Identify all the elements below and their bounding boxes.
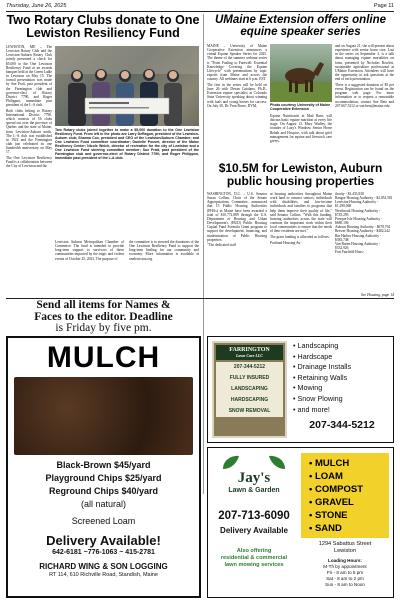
mulch-company: RICHARD WING & SON LOGGING [39,562,168,572]
jays-also-line: Also offering [236,548,272,554]
rotary-photo-caption: Two Rotary clubs joined together to make a $5,000 donation to the One Lewiston Resiliency Fund. From left in the photo are Larry DeRagon, president of the Lewiston-Auburn club; Shanna Cox, president and CEO of the Lewiston/Auburn Chamber; and One Lewiston Fund committee coordinator; Danielle Pouvet, director of the Maine Resiliency Center; Nicole Welch, director of recreation for the city of Lewiston and a One Lewiston Fund steering committee member; Sue Pratt, past president of the Farmington club and governor-elect of Rotary District 7790; and Roger Philippon, immediate past president of the L-A club. [55,128,199,160]
bullet-icon: • [293,393,298,403]
deadline-notice [6,300,201,334]
mulch-ad [6,336,201,598]
jays-hours-line: Sun - 8 am to Noon [325,582,365,587]
housing-paragraph: WASHINGTON, D.C. – U.S. Senator Susan Collins, Chair of the Senate Appropriations Committee, announced that 15 Public Housing Authorities (PHAs) in Maine have been awarded a total of $10,772,889 through the U.S. Department of Housing and Urban Development's (HUD) Public Housing Capital Fund Formula Grant program to support the development, financing, and modernization of Public Housing properties. [207,192,267,242]
umaine-column-1 [207,44,267,124]
bullet-icon: • [309,484,315,495]
service-label: Landscaping [297,341,339,350]
horse-figure [270,44,332,102]
umaine-headline: UMaine Extension offers online equine speaker series [214,14,387,39]
page-number: Page 11 [373,3,394,9]
housing-paragraph: Portland Housing Au- [270,240,302,245]
jays-hours-line: Fri - 8 am to 5 pm [326,570,364,575]
jays-phone: 207-713-6090 [218,510,290,522]
service-item [293,373,391,384]
deadline-line-3: is Friday by five pm. [55,322,152,334]
service-label: Retaining Walls [297,372,348,382]
jays-address-line: 1294 Sabattus Street [318,541,372,547]
allocation-item: Bar Harbor Housing Authority - $383,748 [335,233,382,242]
rotary-column-3: the committee is to steward the donations of the One Lewiston Resiliency Fund to support the long-term healing for our community and economy. More information is available at onelewiston.org. [129,240,199,261]
mulch-note: (all natural) [80,498,127,509]
mulch-ad-title: MULCH [46,341,161,374]
bullet-icon: • [293,372,298,382]
sign-line: 207-344-5212 [233,364,266,370]
product-label: COMPOST [314,484,363,495]
service-label: and more! [297,404,330,414]
sign-brand [216,345,283,360]
sign-body [216,362,283,417]
service-item [293,362,391,373]
sign-line: SNOW REMOVAL [228,408,271,414]
jays-also-line: residential & commercial [220,555,288,561]
service-label: Drainage Installs [297,362,352,372]
allocation-item: Brewer Housing Authority - $482,242 [335,229,390,234]
allocation-item: thority - $3,433,938 [335,192,364,196]
issue-date: Thursday, June 26, 2025 [6,3,67,9]
allocation-item: Lewiston Housing Authority - $1,298,068 [335,200,379,209]
housing-column-1 [207,192,267,298]
product-item [309,483,381,496]
umaine-photo-credit: Photo courtesy University of Maine Cooperative Extension [270,103,331,112]
umaine-column-3 [335,44,394,160]
bullet-icon: • [293,404,298,414]
bullet-icon: • [309,523,315,534]
bullet-icon: • [309,471,315,482]
jays-hours-line: Sat - 8 am to 2 pm [326,576,364,581]
mulch-photo [14,377,193,455]
service-item [293,341,391,352]
product-item [309,470,381,483]
bullet-icon: • [309,497,315,508]
allocation-item: Auburn Housing Authority - $678,764 [335,225,391,230]
rotary-headline: Two Rotary Clubs donate to One Lewiston Resiliency Fund [6,13,200,41]
rotary-paragraph: Both clubs belong to Rotary International District 7790, which consists of 56 clubs spread out over the province of Quebec and the state of Maine, from Lewiston-Auburn north. The L-A club was established in 1922 and the Farmington club just celebrated its one hundredth anniversary on May 17. [6,108,52,155]
allocation-item: Fort Fairfield Hous- [335,250,364,255]
sign-line: FARRINGTON [229,347,270,353]
jays-hours-title: Loading Hours: [328,558,362,563]
product-label: MULCH [314,458,350,469]
housing-column-3 [335,192,394,292]
jays-hours-line: M-Th by appointment [323,564,367,569]
jays-product-box [301,453,389,538]
umaine-horse-photo [270,44,332,102]
bullet-icon: • [309,510,315,521]
service-label: Hardscape [297,351,333,361]
umaine-paragraph: The first in the series will be held on June 26 with Devan Catalano, Ph.D., Extension equine specialist at Colorado State University speaking about winning with foals and young horses for success. On July 30, Dr. Fran Rowe, DVM, [207,82,267,108]
deadline-line-1: Send all items for Names & [36,299,171,311]
deadline-line-2: Faces to the editor. Deadline [34,310,173,323]
housing-column-2 [270,192,332,298]
product-item [309,496,381,509]
service-item [293,405,391,416]
rotary-column-2: Lewiston Auburn Metropolitan Chamber of Commerce. The fund is intended to provide long-term support to survivors of these communities impacted by the tragic and violent events of October 25, 2023. The purpose of [55,240,124,261]
sign-line: Lawn Care LLC [236,353,263,358]
bullet-icon: • [293,383,298,393]
jays-also-offering [210,548,298,569]
service-item [293,383,391,394]
service-item [293,394,391,405]
service-label: Mowing [297,383,323,393]
jays-also-line: lawn mowing services [224,562,284,568]
product-label: LOAM [314,471,343,482]
sign-line: FULLY INSURED [229,375,270,381]
allocation-item: Van Buren Housing Authority - $332,926 [335,241,381,251]
product-label: GRAVEL [314,497,354,508]
product-item [309,522,381,535]
product-label: STONE [314,510,348,521]
mulch-delivery: Delivery Available! [46,532,161,548]
rotary-column-1 [6,45,52,296]
housing-paragraph: at housing authorities throughout Maine work hard to connect seniors, individuals with disabilities, and low-income individuals and families to programs that help them improve their quality of life," said Senator Collins. "With this funding, housing authorities across the state will continue the important work within their local communities to ensure that the needs of their residents are met." [270,192,332,234]
landscaping-services [293,341,391,415]
jays-logo [213,453,295,503]
rotary-paragraph: LEWISTON, ME – The Lewiston Rotary Club and the Lewiston-Auburn Rotary Club jointly presented a check for $5,000 to the One Lewiston Resiliency Fund at an awards banquet held at the Green Ladle in Lewiston on May 15. The formal presentation was made by Sue Pratt, past president of the Farmington club and governor-elect of Rotary District 7790, and Roger Philippon, immediate past president of the L-A club. [6,45,52,108]
allocation-item: Westbrook Housing Authority - $745,293 [335,208,381,217]
jays-delivery: Delivery Available [220,526,288,535]
group-photo-figures [55,46,199,126]
jays-ad [207,447,394,598]
mulch-phone: 642-6181 ~776-1063 ~ 415-2781 [52,549,155,557]
mulch-price-playground: Playground Chips $25/yard [45,472,162,483]
sign-line: LANDSCAPING [231,386,268,392]
umaine-paragraph: MAINE – University of Maine Cooperative Extension announces a virtual Equine Speaker Series for 2025. The theme of the summer webinar series is "From Foaling to Farewell: Essential Knowledge Covering the Equine Lifecycle" with presentations by topic experts from Maine and across the country. All webinars start at 6 p.m. EST. [207,44,267,82]
product-label: SAND [314,523,342,534]
landscaping-phone: 207-344-5212 [309,419,375,431]
housing-paragraph: "The dedicated staff [207,243,236,248]
mulch-price-list [8,459,199,528]
mulch-price-black-brown: Black-Brown $45/yard [56,459,151,470]
bullet-icon: • [309,458,315,469]
umaine-paragraph: and on August 21, she will present about experience with senior horse care. Last in the series on September 3, is a talk about managing equine mortalities on farm, presented by Nicholas Rowlett, sustainable agriculture professional at UMaine Extension. Attendees will have the opportunity to ask questions at the end of each presentation. [335,44,394,82]
mulch-address: RT 114, 610 Richville Road, Standish, Maine [49,572,158,579]
rotary-photo [55,46,199,126]
landscaping-sign-photo [212,341,287,438]
column-divider [203,14,204,494]
umaine-column-2: Equine Nutritionist at Mad Barn, will discuss basic equine nutrition at every life stage. On August 13, Mary Wadley, the founder of Lazy's Windrow Senior Horse Rehab and Hospice, with talk about grief management for equine and livestock care givers, [270,114,332,143]
jays-products [309,457,381,535]
housing-jump-line: See Housing, page 14 [360,293,394,297]
product-item [309,457,381,470]
jays-address-line: Lewiston [333,548,357,554]
bullet-icon: • [293,341,298,350]
header-rule [6,11,394,12]
rotary-paragraph: The One Lewiston Resiliency Fund is a collaboration between the City of Lewiston and the [6,156,52,169]
mulch-screened-loam: Screened Loam [71,515,136,526]
housing-paragraph: The grant funding is allocated as follows: [270,235,330,240]
bullet-icon: • [293,351,298,361]
jays-logo-tagline: Lawn & Garden [228,487,280,494]
landscaping-ad [207,336,394,443]
umaine-paragraph: There is a suggested donation of $5 per event. Registration can be found on the program web page. For more information or to request a reasonable accommodation, contact Sue Betz and 207.667.5212 or sue.betz@maine.edu. [335,82,394,108]
jays-hours [301,558,389,588]
sign-line: HARDSCAPING [230,397,269,403]
jays-logo-name: Jay's [237,470,271,486]
allocation-item: Presque Isle Housing Authority - $680,106 [335,216,383,226]
service-label: Snow Plowing [297,393,343,403]
service-item [293,352,391,363]
bullet-icon: • [293,362,298,372]
product-item [309,509,381,522]
jays-address [301,541,389,555]
mulch-price-reground: Reground Chips $40/yard [48,485,159,496]
housing-headline: $10.5M for Lewiston, Auburn public housing properties [218,161,383,188]
allocation-item: Bangor Housing Authority - $2,052,581 [335,196,393,201]
